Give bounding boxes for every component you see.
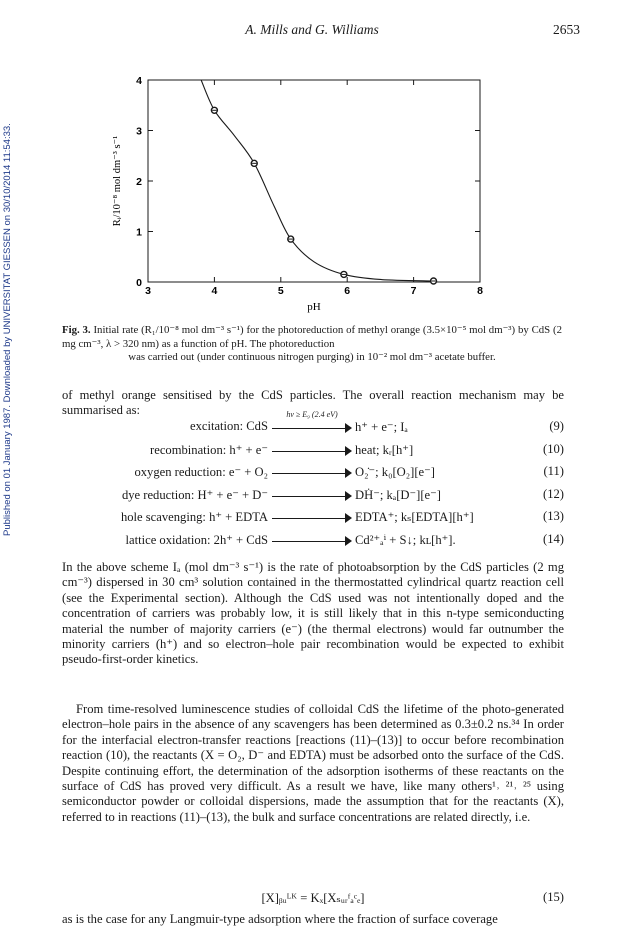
reaction-arrow: [272, 532, 352, 550]
reaction-lhs: hole scavenging: h⁺ + EDTA: [120, 510, 268, 524]
page-number: 2653: [553, 22, 580, 37]
body-paragraph-2: [62, 702, 564, 825]
reaction-row: [62, 509, 564, 532]
x-tick-label: 7: [410, 285, 417, 297]
reaction-rhs: heat; kᵣ[h⁺]: [355, 442, 414, 457]
figure-label: Fig. 3.: [62, 324, 91, 336]
reaction-number: (12): [543, 486, 564, 501]
reaction-number: (9): [549, 419, 564, 433]
reaction-lhs: excitation: CdS: [189, 419, 268, 433]
reaction-rhs: O₂̇⁻; k₀[O₂][e⁻]: [355, 465, 435, 479]
y-tick-label: 0: [136, 277, 142, 289]
download-watermark: Published on 01 January 1987. Downloaded by UNIVERSITAT GIESSEN on 30/10/2014 11:54:33.: [2, 123, 13, 537]
reaction-rhs: EDTA⁺; kₛ[EDTA][h⁺]: [355, 510, 474, 524]
body-paragraph-1: In the above scheme Iₐ (mol dm⁻³ s⁻¹) is the rate of photoabsorption by the CdS particles (2 mg cm⁻³) dispersed in 30 cm³ solution contained in the thermostatted cylindrical quartz reaction cell (see the Experimental section). Although the CdS used was not intentionally doped and the concentration of carriers was probably low, it is still likely that in this n-type semiconducting material the number of majority carriers (e⁻) (the thermal electrons) would far outnumber the minority carriers (h⁺) and so electron–hole pair recombination would be expected to exhibit pseudo-first-order kinetics.: [62, 560, 564, 667]
running-authors: A. Mills and G. Williams: [245, 22, 379, 37]
equation-number: (15): [543, 890, 564, 904]
reaction-arrow: [272, 487, 352, 505]
y-tick-label: 4: [136, 75, 142, 87]
y-tick-label: 1: [136, 226, 142, 239]
intro-paragraph: of methyl orange sensitised by the CdS particles. The overall reaction mechanism may be summarised as:: [62, 388, 564, 418]
reaction-row: [62, 442, 564, 465]
x-tick-label: 4: [211, 285, 218, 297]
reaction-arrow: [272, 410, 352, 437]
chart-axes: [148, 80, 480, 282]
reaction-row: [62, 464, 564, 487]
equation-body: [X]ᵦᵤᴸᴷ = Kₓ[Xₛᵤᵣᶠₐᶜₑ]: [261, 891, 365, 905]
caption-text-end: was carried out (under continuous nitrogen purging) in 10⁻² mol dm⁻³ acetate buffer.: [128, 351, 496, 364]
chart-ticks: [136, 75, 483, 297]
reaction-row: [62, 410, 564, 442]
reaction-arrow: [272, 442, 352, 460]
reaction-lhs: dye reduction: H⁺ + e⁻ + D⁻: [121, 487, 268, 502]
fitted-curve: [201, 80, 433, 281]
figure-3-chart: [100, 70, 520, 315]
x-tick-label: 3: [145, 285, 151, 297]
plot-frame: [148, 80, 480, 282]
chart-points: [211, 107, 436, 284]
reaction-arrow: [272, 509, 352, 527]
equation-15: [62, 890, 564, 906]
y-tick-label: 2: [136, 176, 142, 188]
y-tick-label: 3: [136, 125, 142, 138]
reaction-number: (11): [543, 464, 564, 478]
reaction-lhs: lattice oxidation: 2h⁺ + CdS: [125, 532, 268, 547]
y-axis-label: Rᵢ/10⁻⁸ mol dm⁻³ s⁻¹: [112, 135, 123, 227]
figure-caption: [62, 324, 562, 365]
x-tick-label: 5: [277, 285, 284, 297]
reaction-rhs: DḢ⁻; kₐ[D⁻][e⁻]: [355, 487, 441, 502]
reaction-rhs: Cd²⁺ₐⁱ + S↓; kʟ[h⁺].: [355, 532, 456, 547]
reaction-lhs: recombination: h⁺ + e⁻: [150, 442, 268, 457]
reaction-number: (14): [543, 531, 564, 546]
x-axis-label: pH: [307, 301, 321, 313]
reaction-row: [62, 532, 564, 555]
paragraph-text: From time-resolved luminescence studies of colloidal CdS the lifetime of the photo-generated electron–hole pairs in the absence of any scavengers has been determined as 0.3±0.2 ns.³⁴ In order for the interfacial electron-transfer reactions [reactions (11)–(13)] to occur before recombination reaction (10), the reactants (X = O₂, D⁻ and EDTA) must be adsorbed onto the surface of the CdS. Despite continuing effort, the determination of the adsorption isotherms of these reactants on the surface of CdS has proved very difficult. As a result we have, like many others¹˒ ²¹˒ ²⁵ using semiconductor powder or colloidal dispersions, made the assumption that for the reactants (X), referred to in reactions (11)–(13), the bulk and surface concentrations are related directly, i.e.: [62, 702, 564, 824]
reaction-condition: hν ≥ E₉ (2.4 eV): [286, 410, 338, 419]
reaction-arrow: [272, 464, 352, 482]
page-header: [0, 22, 624, 40]
reaction-lhs: oxygen reduction: e⁻ + O₂: [134, 465, 268, 479]
x-tick-label: 6: [344, 285, 351, 297]
caption-text: Initial rate (R₁/10⁻⁸ mol dm⁻³ s⁻¹) for the photoreduction of methyl orange (3.5×10⁻⁵ mol dm⁻³) by CdS (2 mg cm⁻³, λ > 320 nm) as a function of pH. The photoreduction: [62, 324, 562, 350]
reaction-rhs: h⁺ + e⁻; Iₐ: [355, 420, 408, 434]
reaction-number: (10): [543, 441, 564, 456]
x-tick-label: 8: [477, 285, 483, 297]
reaction-row: [62, 487, 564, 510]
continuation-line: as is the case for any Langmuir-type adsorption where the fraction of surface coverage: [62, 912, 498, 926]
reaction-scheme: [62, 410, 564, 554]
reaction-number: (13): [543, 509, 564, 523]
